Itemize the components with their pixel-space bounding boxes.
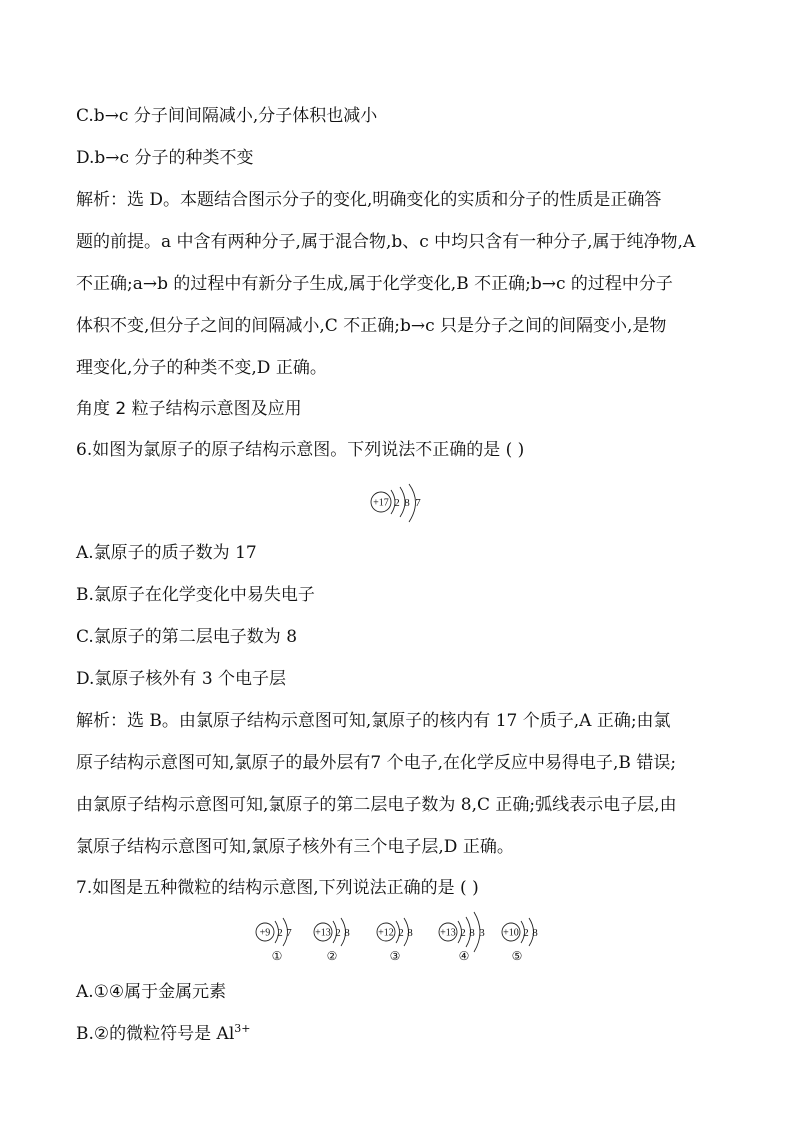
q6-analysis-line: 解析：选 B。由氯原子结构示意图可知,氯原子的核内有 17 个质子,A 正确;由氯: [76, 711, 671, 731]
q6-option-d: D.氯原子核外有 3 个电子层: [76, 669, 287, 689]
shell-electron-count: 2: [460, 927, 466, 939]
shell-electron-count: 8: [404, 497, 410, 509]
q6-analysis-line: 氯原子结构示意图可知,氯原子核外有三个电子层,D 正确。: [76, 837, 514, 857]
shell-electron-count: 8: [407, 927, 413, 939]
shell-electron-count: 2: [394, 497, 400, 509]
shell-electron-count: 8: [532, 927, 538, 939]
q7-particle-diagram-2: [309, 912, 369, 964]
shell-electron-count: 8: [469, 927, 475, 939]
q7-option-b-text: B.②的微粒符号是 Al: [76, 1024, 235, 1044]
q5-analysis-line: 理变化,分子的种类不变,D 正确。: [76, 358, 327, 378]
q5-analysis-line: 不正确;a→b 的过程中有新分子生成,属于化学变化,B 不正确;b→c 的过程中分子: [76, 274, 673, 294]
q7-stem: 7.如图是五种微粒的结构示意图,下列说法正确的是 ( ): [76, 878, 479, 898]
particle-label: ⑤: [511, 949, 523, 963]
q5-analysis-line: 解析：选 D。本题结合图示分子的变化,明确变化的实质和分子的性质是正确答: [76, 190, 662, 210]
q5-option-c: C.b→c 分子间间隔减小,分子体积也减小: [76, 106, 378, 126]
particle-label: ③: [389, 949, 401, 963]
q6-option-c: C.氯原子的第二层电子数为 8: [76, 627, 298, 647]
shell-electron-count: 2: [398, 927, 404, 939]
shell-electron-count: 7: [286, 927, 292, 939]
particle-label: ④: [458, 949, 470, 963]
nucleus-charge: +10: [503, 927, 519, 939]
q7-option-b: [76, 1024, 250, 1046]
q7-particle-diagram-3: [372, 912, 432, 964]
q5-analysis-line: 体积不变,但分子之间的间隔减小,C 不正确;b→c 只是分子之间的间隔变小,是物: [76, 316, 667, 336]
section-heading: 角度 2 粒子结构示意图及应用: [76, 399, 302, 419]
q7-particle-diagram-4: [434, 906, 498, 964]
nucleus-charge: +13: [440, 927, 456, 939]
particle-label: ①: [271, 949, 283, 963]
nucleus-charge: +9: [259, 927, 271, 939]
q7-particle-diagram-5: [497, 912, 557, 964]
q7-option-b-superscript: 3+: [234, 1022, 251, 1035]
q6-option-b: B.氯原子在化学变化中易失电子: [76, 585, 315, 605]
shell-electron-count: 3: [479, 927, 485, 939]
shell-electron-count: 2: [523, 927, 529, 939]
q5-analysis-line: 题的前提。a 中含有两种分子,属于混合物,b、c 中均只含有一种分子,属于纯净物,A: [76, 232, 696, 252]
q7-particle-diagram-1: [251, 912, 311, 964]
q6-analysis-line: 原子结构示意图可知,氯原子的最外层有7 个电子,在化学反应中易得电子,B 错误;: [76, 753, 677, 773]
q6-stem: 6.如图为氯原子的原子结构示意图。下列说法不正确的是 ( ): [76, 440, 525, 460]
shell-electron-count: 8: [344, 927, 350, 939]
nucleus-charge: +17: [373, 497, 389, 509]
shell-electron-count: 2: [335, 927, 341, 939]
shell-electron-count: 2: [277, 927, 283, 939]
q7-option-a: A.①④属于金属元素: [76, 982, 227, 1002]
nucleus-charge: +13: [315, 927, 331, 939]
q6-option-a: A.氯原子的质子数为 17: [76, 543, 257, 563]
q6-analysis-line: 由氯原子结构示意图可知,氯原子的第二层电子数为 8,C 正确;弧线表示电子层,由: [76, 795, 677, 815]
particle-label: ②: [326, 949, 338, 963]
q5-option-d: D.b→c 分子的种类不变: [76, 148, 254, 168]
q6-chlorine-atom-diagram: [364, 480, 434, 530]
shell-electron-count: 7: [415, 497, 421, 509]
nucleus-charge: +12: [378, 927, 394, 939]
